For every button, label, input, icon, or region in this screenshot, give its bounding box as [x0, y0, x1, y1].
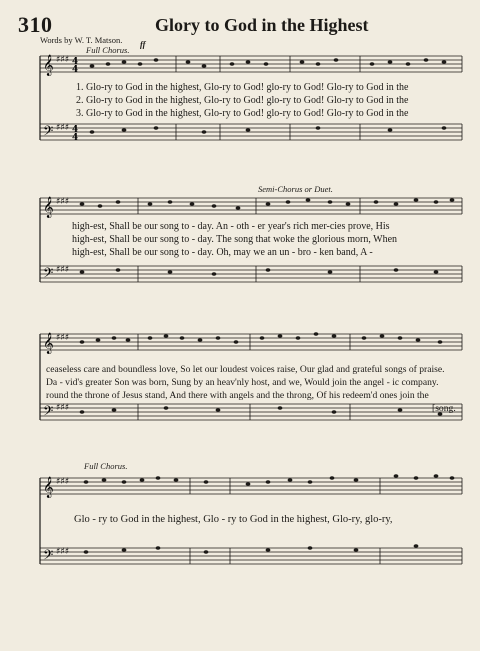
lyric-line: round the throne of Jesus stand, And there with angels and the throng, Of his redeem'd ones join the [46, 390, 429, 401]
hymn-title: Glory to God in the Highest [155, 15, 369, 35]
lyric-line: 3. Glo-ry to God in the highest, Glo-ry to God! glo-ry to God! Glo-ry to God in the [76, 108, 409, 119]
svg-text:♯♯♯: ♯♯♯ [56, 547, 70, 557]
lyric-line: ceaseless care and boundless love, So let our loudest voices raise, Our glad and grateful songs of praise. [46, 364, 445, 375]
hymn-number: 310 [18, 12, 53, 37]
full-chorus-marking: Full Chorus. [86, 45, 130, 55]
svg-text:♯♯♯: ♯♯♯ [56, 197, 70, 207]
svg-text:♯♯♯: ♯♯♯ [56, 55, 70, 65]
svg-text:𝄢: 𝄢 [43, 123, 54, 142]
svg-text:𝄢: 𝄢 [43, 547, 54, 566]
svg-text:4: 4 [72, 125, 79, 135]
svg-text:𝄞: 𝄞 [43, 55, 54, 76]
lyric-line: high-est, Shall be our song to - day. Oh, may we an un - bro - ken band, A - [72, 247, 373, 258]
svg-text:♯♯♯: ♯♯♯ [56, 123, 70, 133]
semi-chorus-marking: Semi-Chorus or Duet. [258, 184, 333, 194]
chorus-lyric-line: Glo - ry to God in the highest, Glo - ry to God in the highest, Glo-ry, glo-ry, [74, 514, 393, 525]
lyric-line: 2. Glo-ry to God in the highest, Glo-ry to God! glo-ry to God! Glo-ry to God in the [76, 95, 409, 106]
svg-text:♯♯♯: ♯♯♯ [56, 333, 70, 343]
svg-text:𝄞: 𝄞 [43, 197, 54, 218]
music-staff-system-4 [0, 470, 480, 580]
svg-text:𝄢: 𝄢 [43, 265, 54, 284]
svg-text:𝄞: 𝄞 [43, 333, 54, 354]
lyric-line: high-est, Shall be our song to - day. An - oth - er year's rich mer-cies prove, His [72, 221, 390, 232]
svg-text:♯♯♯: ♯♯♯ [56, 265, 70, 275]
full-chorus-marking-2: Full Chorus. [84, 461, 128, 471]
svg-text:4: 4 [72, 57, 79, 67]
lyric-turnover: [song. [432, 403, 456, 414]
svg-text:𝄞: 𝄞 [43, 477, 54, 498]
svg-text:𝄢: 𝄢 [43, 403, 54, 422]
lyric-line: 1. Glo-ry to God in the highest, Glo-ry to God! glo-ry to God! Glo-ry to God in the [76, 82, 409, 93]
words-credit: Words by W. T. Matson. [40, 35, 123, 45]
svg-text:4: 4 [72, 65, 79, 75]
lyric-line: Da - vid's greater Son was born, Sung by an heav'nly host, and we, Would join the angel - ic company. [46, 377, 439, 388]
svg-text:♯♯♯: ♯♯♯ [56, 403, 70, 413]
lyric-line: high-est, Shall be our song to - day. The song that woke the glorious morn, When [72, 234, 398, 245]
svg-text:♯♯♯: ♯♯♯ [56, 477, 70, 487]
svg-text:4: 4 [72, 133, 79, 143]
fortissimo-marking: ff [140, 39, 146, 49]
